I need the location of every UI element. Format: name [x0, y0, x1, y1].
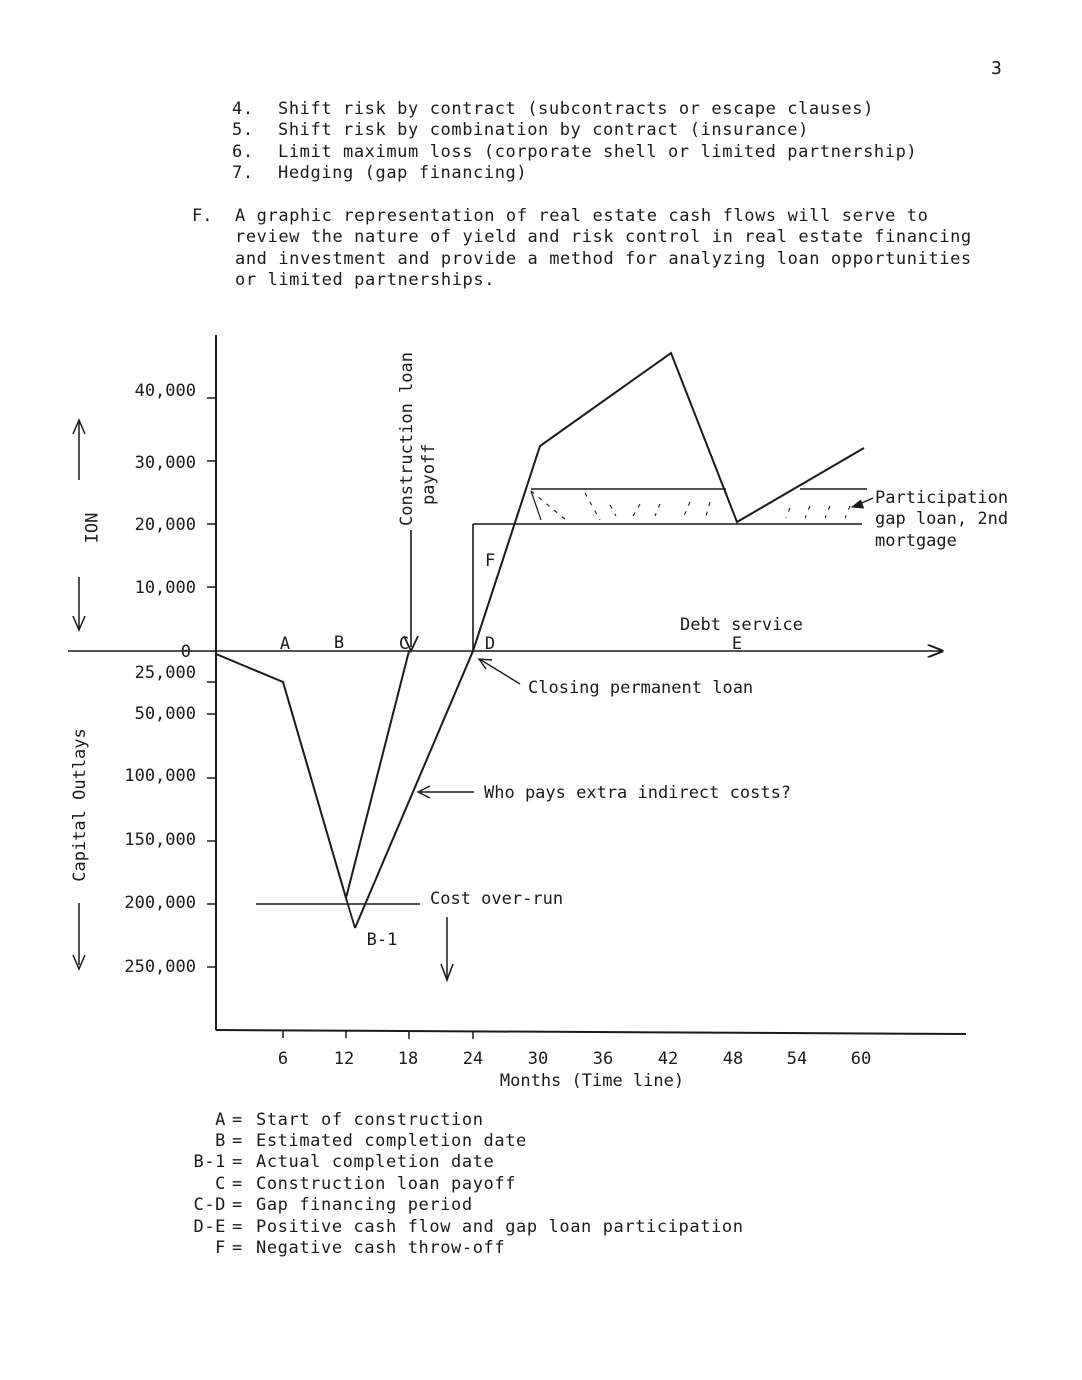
- page-number: 3: [991, 58, 1002, 79]
- x-tick-label: 54: [786, 1049, 808, 1069]
- paragraph-label: F.: [192, 206, 213, 226]
- legend-desc: Negative cash throw-off: [256, 1238, 506, 1258]
- y-tick-label: 0: [180, 642, 191, 662]
- legend-row: [174, 1217, 794, 1237]
- payoff-label: payoff: [419, 443, 439, 505]
- legend-row: [174, 1195, 794, 1215]
- legend-equals: =: [232, 1217, 243, 1237]
- paragraph-line: review the nature of yield and risk control in real estate financing: [235, 227, 972, 247]
- list-item-number: 4.: [232, 99, 254, 119]
- legend-equals: =: [232, 1110, 243, 1130]
- time-axis: [216, 1030, 966, 1034]
- x-tick-label: 42: [657, 1049, 679, 1069]
- capital-axis-title: Capital Outlays: [70, 728, 90, 882]
- x-tick-label: 12: [333, 1049, 355, 1069]
- region-label-f: F: [485, 551, 496, 571]
- paragraph-line: and investment and provide a method for analyzing loan opportunities: [235, 249, 972, 269]
- legend-row: [174, 1152, 794, 1172]
- x-tick-label: 48: [722, 1049, 744, 1069]
- y-tick-label: 20,000: [134, 515, 196, 535]
- point-label-b: B: [333, 633, 345, 653]
- legend-row: [174, 1238, 794, 1258]
- y-tick-label: 40,000: [134, 381, 196, 401]
- debt-service-label: Debt service: [680, 615, 803, 635]
- legend-key: C-D: [193, 1195, 226, 1215]
- participation-label: Participation: [875, 488, 1009, 508]
- legend-key: B: [215, 1131, 226, 1151]
- capital-axis-arrows: [73, 903, 85, 969]
- x-tick-label: 6: [277, 1049, 289, 1069]
- point-label-e: E: [731, 634, 743, 654]
- upper-tick-marks: [207, 398, 216, 967]
- overrun-connector: [346, 898, 355, 928]
- cost-overrun-label: Cost over-run: [430, 889, 564, 909]
- legend-key: A: [215, 1110, 226, 1130]
- legend-equals: =: [232, 1174, 243, 1194]
- who-pays-label: Who pays extra indirect costs?: [484, 783, 792, 803]
- construction-loan-label: Construction loan: [397, 352, 417, 526]
- x-tick-label: 18: [397, 1049, 419, 1069]
- legend-equals: =: [232, 1238, 243, 1258]
- legend-key: C: [215, 1174, 226, 1194]
- legend-equals: =: [232, 1152, 243, 1172]
- list-item-number: 5.: [232, 120, 254, 140]
- legend-desc: Estimated completion date: [256, 1131, 527, 1151]
- point-label-c: C: [398, 634, 410, 654]
- legend: [174, 1110, 794, 1270]
- participation-label: gap loan, 2nd: [875, 509, 1009, 529]
- x-tick-label: 30: [527, 1049, 549, 1069]
- list-item-text: Shift risk by combination by contract (insurance): [278, 120, 809, 140]
- paragraph-line: A graphic representation of real estate cash flows will serve to: [235, 206, 929, 226]
- point-label-b1: B-1: [366, 930, 398, 950]
- participation-label: mortgage: [875, 531, 957, 551]
- point-label-d: D: [484, 634, 496, 654]
- y-tick-label: 50,000: [134, 704, 196, 724]
- legend-desc: Gap financing period: [256, 1195, 473, 1215]
- x-tick-label: 36: [592, 1049, 614, 1069]
- x-axis-title: Months (Time line): [499, 1071, 685, 1091]
- y-tick-label: 250,000: [124, 957, 196, 977]
- legend-key: F: [215, 1238, 226, 1258]
- legend-desc: Construction loan payoff: [256, 1174, 517, 1194]
- legend-row: [174, 1131, 794, 1151]
- y-tick-label: 30,000: [134, 453, 196, 473]
- y-tick-label: 25,000: [134, 663, 196, 683]
- participation-hatching: [531, 491, 850, 520]
- legend-desc: Positive cash flow and gap loan participation: [256, 1217, 744, 1237]
- legend-desc: Start of construction: [256, 1110, 484, 1130]
- legend-equals: =: [232, 1131, 243, 1151]
- legend-row: [174, 1110, 794, 1130]
- y-tick-label: 150,000: [124, 830, 196, 850]
- x-tick-label: 60: [850, 1049, 872, 1069]
- y-tick-label: 10,000: [134, 578, 196, 598]
- estimated-outlay-path: [216, 651, 409, 898]
- list-item-text: Shift risk by contract (subcontracts or escape clauses): [278, 99, 874, 119]
- point-label-a: A: [279, 634, 291, 654]
- list-item-number: 7.: [232, 163, 254, 183]
- participation-band-left-edge: [531, 491, 541, 520]
- x-tick-label: 24: [462, 1049, 484, 1069]
- closing-loan-arrow: [481, 660, 520, 684]
- legend-key: B-1: [193, 1152, 226, 1172]
- legend-key: D-E: [193, 1217, 226, 1237]
- legend-equals: =: [232, 1195, 243, 1215]
- participation-arrowhead: [852, 500, 864, 508]
- legend-row: [174, 1174, 794, 1194]
- paragraph-line: or limited partnerships.: [235, 270, 496, 290]
- list-item-number: 6.: [232, 142, 254, 162]
- list-item-text: Limit maximum loss (corporate shell or limited partnership): [278, 142, 918, 162]
- list-item-text: Hedging (gap financing): [278, 163, 528, 183]
- noi-axis-title: NOI: [80, 512, 100, 544]
- closing-loan-label: Closing permanent loan: [528, 678, 754, 698]
- legend-desc: Actual completion date: [256, 1152, 495, 1172]
- actual-cash-flow-path: [355, 353, 864, 928]
- y-tick-label: 200,000: [124, 893, 196, 913]
- y-tick-label: 100,000: [124, 766, 196, 786]
